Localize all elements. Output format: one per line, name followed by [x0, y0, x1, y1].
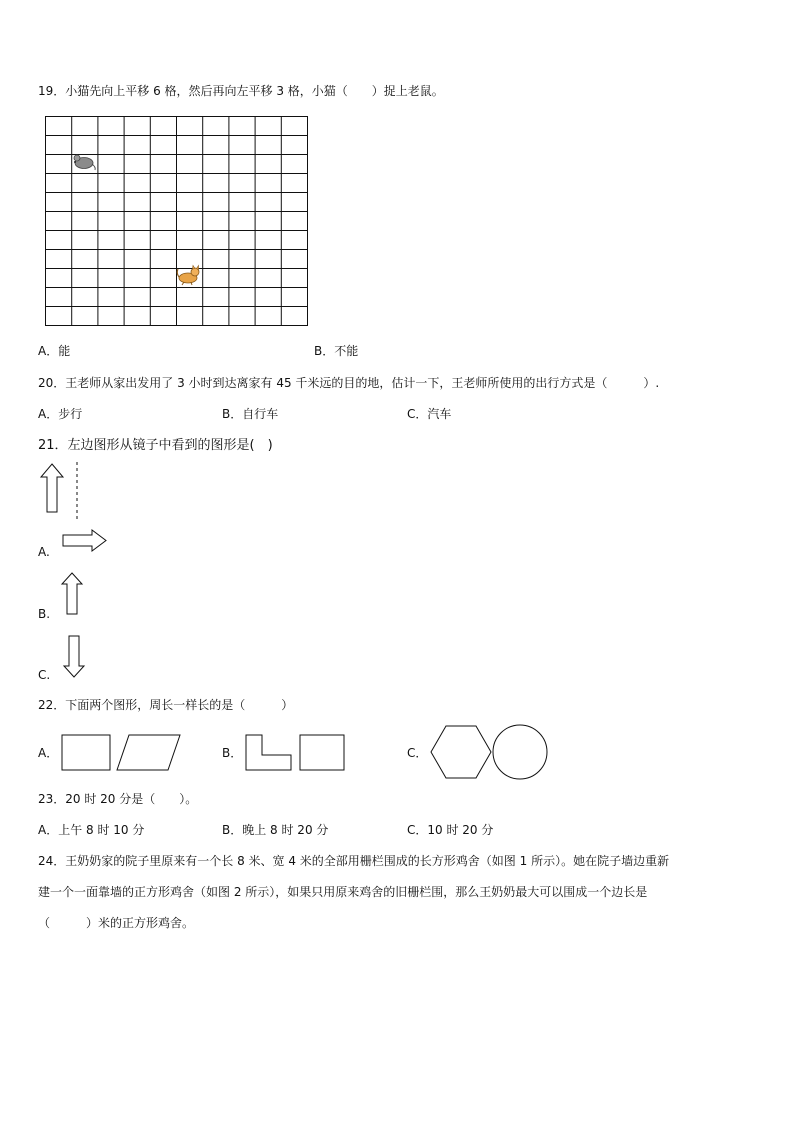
q20-option-b[interactable]: B．自行车: [222, 407, 279, 421]
q21-option-a-right-arrow[interactable]: [62, 529, 108, 553]
q21-option-c-down-arrow[interactable]: [62, 635, 86, 679]
q20-option-a[interactable]: A．步行: [38, 407, 83, 421]
q22-option-a-figures[interactable]: [61, 734, 183, 772]
q22-option-a[interactable]: A．: [38, 746, 59, 760]
q22-option-c[interactable]: C．: [407, 746, 428, 760]
cat-icon: [176, 264, 202, 286]
q23-option-c[interactable]: C．10 时 20 分: [407, 823, 494, 837]
q22-option-b[interactable]: B．: [222, 746, 243, 760]
q21-option-b[interactable]: B.: [38, 607, 51, 621]
q22-question: 22．下面两个图形，周长一样长的是（ ）: [38, 698, 294, 712]
q21-option-b-up-arrow[interactable]: [60, 572, 84, 616]
q23-option-b[interactable]: B．晚上 8 时 20 分: [222, 823, 329, 837]
q21-mirror-line: [76, 462, 80, 520]
q19-option-b[interactable]: B．不能: [314, 344, 359, 358]
q22-option-b-figures[interactable]: [245, 734, 347, 772]
q22-option-c-figures[interactable]: [430, 724, 550, 780]
q19-option-a[interactable]: A．能: [38, 344, 71, 358]
q20-option-c[interactable]: C．汽车: [407, 407, 452, 421]
q20-question: 20．王老师从家出发用了 3 小时到达离家有 45 千米远的目的地，估计一下，王老师所使用的出行方式是（ ）.: [38, 376, 660, 390]
mouse-icon: [71, 153, 97, 171]
q21-option-a[interactable]: A.: [38, 545, 50, 559]
q21-question: 21．左边图形从镜子中看到的图形是( ): [38, 438, 273, 453]
q24-line-3: （ ）米的正方形鸡舍。: [38, 916, 195, 930]
q21-option-c[interactable]: C.: [38, 668, 51, 682]
q24-line-1: 24．王奶奶家的院子里原来有一个长 8 米、宽 4 米的全部用栅栏围成的长方形鸡舍（如图 1 所示）。她在院子墙边重新: [38, 854, 670, 868]
q23-option-a[interactable]: A．上午 8 时 10 分: [38, 823, 145, 837]
q23-question: 23．20 时 20 分是（ ）。: [38, 792, 198, 806]
q21-original-up-arrow: [38, 462, 66, 514]
q19-question: 19．小猫先向上平移 6 格，然后再向左平移 3 格，小猫（ ）捉上老鼠。: [38, 84, 444, 98]
q24-line-2: 建一个一面靠墙的正方形鸡舍（如图 2 所示），如果只用原来鸡舍的旧栅栏围，那么王奶奶最大可以围成一个边长是: [38, 885, 648, 899]
q19-grid: [45, 116, 309, 326]
